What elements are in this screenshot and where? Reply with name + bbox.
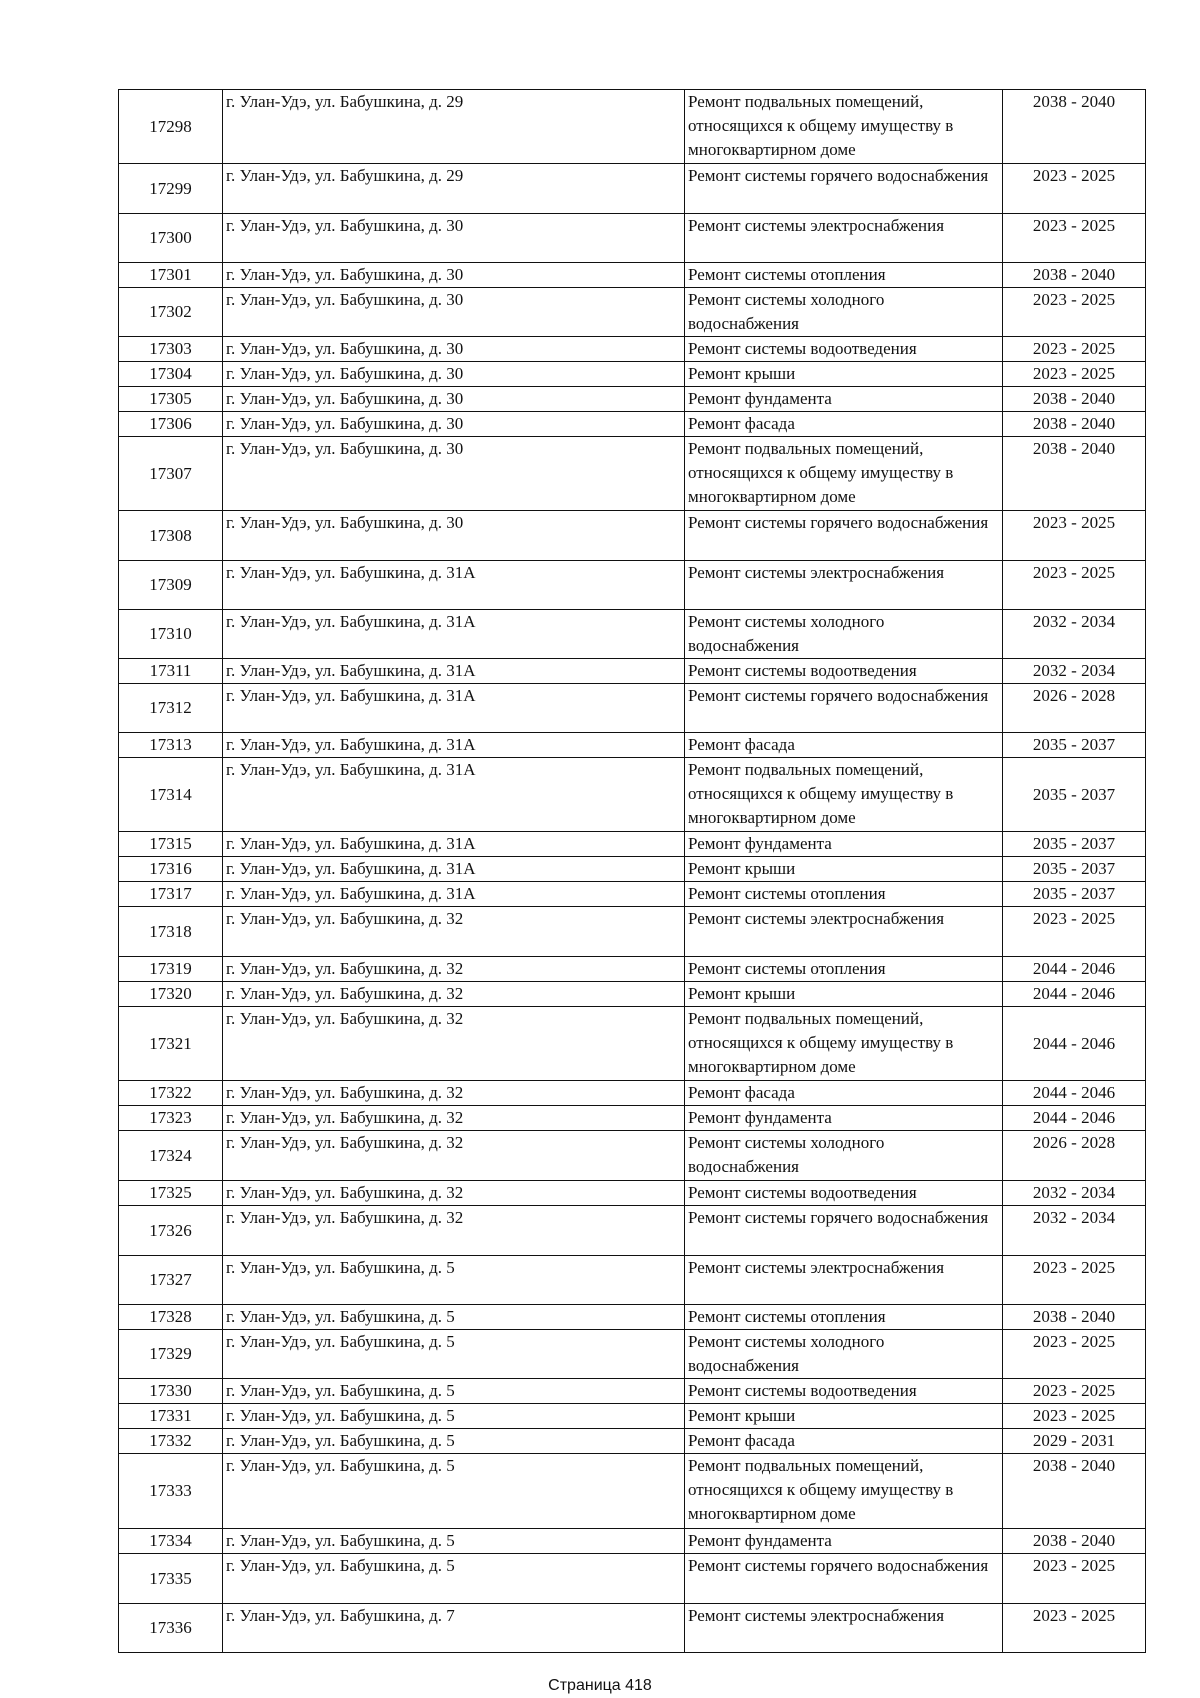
row-work-type: Ремонт фундамента — [685, 1529, 1003, 1554]
table-row — [119, 982, 1146, 1007]
row-address: г. Улан-Удэ, ул. Бабушкина, д. 30 — [223, 337, 685, 362]
table-body — [119, 90, 1146, 1653]
table-row — [119, 1454, 1146, 1529]
row-work-type: Ремонт подвальных помещений, относящихся к общему имуществу в многоквартирном доме — [685, 1454, 1003, 1529]
table-row — [119, 288, 1146, 337]
row-address: г. Улан-Удэ, ул. Бабушкина, д. 5 — [223, 1330, 685, 1379]
row-address: г. Улан-Удэ, ул. Бабушкина, д. 32 — [223, 1081, 685, 1106]
row-id: 17304 — [119, 362, 223, 387]
row-period: 2044 - 2046 — [1003, 957, 1146, 982]
row-id: 17333 — [119, 1454, 223, 1529]
table-row — [119, 90, 1146, 164]
row-id: 17302 — [119, 288, 223, 337]
row-address: г. Улан-Удэ, ул. Бабушкина, д. 31А — [223, 610, 685, 659]
row-id: 17328 — [119, 1305, 223, 1330]
table-row — [119, 1081, 1146, 1106]
row-id: 17301 — [119, 263, 223, 288]
table-row — [119, 511, 1146, 561]
row-address: г. Улан-Удэ, ул. Бабушкина, д. 5 — [223, 1429, 685, 1454]
row-address: г. Улан-Удэ, ул. Бабушкина, д. 32 — [223, 907, 685, 957]
row-address: г. Улан-Удэ, ул. Бабушкина, д. 32 — [223, 1007, 685, 1081]
row-period: 2023 - 2025 — [1003, 1379, 1146, 1404]
row-address: г. Улан-Удэ, ул. Бабушкина, д. 5 — [223, 1256, 685, 1305]
row-id: 17303 — [119, 337, 223, 362]
row-id: 17334 — [119, 1529, 223, 1554]
table-row — [119, 1379, 1146, 1404]
row-period: 2032 - 2034 — [1003, 659, 1146, 684]
table-row — [119, 1007, 1146, 1081]
row-period: 2035 - 2037 — [1003, 857, 1146, 882]
row-id: 17311 — [119, 659, 223, 684]
row-work-type: Ремонт подвальных помещений, относящихся к общему имуществу в многоквартирном доме — [685, 437, 1003, 511]
row-period: 2044 - 2046 — [1003, 982, 1146, 1007]
row-work-type: Ремонт системы водоотведения — [685, 659, 1003, 684]
table-row — [119, 1256, 1146, 1305]
row-period: 2023 - 2025 — [1003, 907, 1146, 957]
row-address: г. Улан-Удэ, ул. Бабушкина, д. 5 — [223, 1554, 685, 1604]
row-work-type: Ремонт фундамента — [685, 832, 1003, 857]
row-address: г. Улан-Удэ, ул. Бабушкина, д. 5 — [223, 1404, 685, 1429]
row-period: 2038 - 2040 — [1003, 1529, 1146, 1554]
row-period: 2035 - 2037 — [1003, 832, 1146, 857]
row-address: г. Улан-Удэ, ул. Бабушкина, д. 31А — [223, 832, 685, 857]
row-period: 2044 - 2046 — [1003, 1106, 1146, 1131]
table-row — [119, 1131, 1146, 1181]
table-row — [119, 857, 1146, 882]
row-period: 2026 - 2028 — [1003, 1131, 1146, 1181]
row-period: 2023 - 2025 — [1003, 1256, 1146, 1305]
row-period: 2038 - 2040 — [1003, 437, 1146, 511]
row-address: г. Улан-Удэ, ул. Бабушкина, д. 5 — [223, 1305, 685, 1330]
row-id: 17306 — [119, 412, 223, 437]
row-id: 17321 — [119, 1007, 223, 1081]
table-row — [119, 610, 1146, 659]
repair-schedule-table — [118, 89, 1146, 1653]
row-period: 2023 - 2025 — [1003, 362, 1146, 387]
row-address: г. Улан-Удэ, ул. Бабушкина, д. 5 — [223, 1454, 685, 1529]
row-work-type: Ремонт крыши — [685, 857, 1003, 882]
row-work-type: Ремонт системы горячего водоснабжения — [685, 164, 1003, 214]
row-period: 2038 - 2040 — [1003, 263, 1146, 288]
row-period: 2023 - 2025 — [1003, 1604, 1146, 1653]
row-address: г. Улан-Удэ, ул. Бабушкина, д. 31А — [223, 758, 685, 832]
row-period: 2044 - 2046 — [1003, 1007, 1146, 1081]
row-id: 17307 — [119, 437, 223, 511]
row-work-type: Ремонт системы отопления — [685, 882, 1003, 907]
table-row — [119, 214, 1146, 263]
row-period: 2032 - 2034 — [1003, 1181, 1146, 1206]
table-row — [119, 437, 1146, 511]
row-address: г. Улан-Удэ, ул. Бабушкина, д. 29 — [223, 164, 685, 214]
table-row — [119, 882, 1146, 907]
row-work-type: Ремонт системы электроснабжения — [685, 1256, 1003, 1305]
table-row — [119, 684, 1146, 733]
row-period: 2035 - 2037 — [1003, 758, 1146, 832]
row-address: г. Улан-Удэ, ул. Бабушкина, д. 31А — [223, 684, 685, 733]
row-period: 2023 - 2025 — [1003, 511, 1146, 561]
row-id: 17310 — [119, 610, 223, 659]
row-work-type: Ремонт системы горячего водоснабжения — [685, 1554, 1003, 1604]
row-period: 2023 - 2025 — [1003, 214, 1146, 263]
row-address: г. Улан-Удэ, ул. Бабушкина, д. 32 — [223, 1206, 685, 1256]
table-row — [119, 1604, 1146, 1653]
row-id: 17317 — [119, 882, 223, 907]
row-work-type: Ремонт фасада — [685, 733, 1003, 758]
row-id: 17329 — [119, 1330, 223, 1379]
row-work-type: Ремонт системы водоотведения — [685, 1181, 1003, 1206]
row-address: г. Улан-Удэ, ул. Бабушкина, д. 30 — [223, 263, 685, 288]
row-period: 2035 - 2037 — [1003, 882, 1146, 907]
table-row — [119, 337, 1146, 362]
row-work-type: Ремонт крыши — [685, 362, 1003, 387]
table-row — [119, 659, 1146, 684]
row-address: г. Улан-Удэ, ул. Бабушкина, д. 30 — [223, 362, 685, 387]
row-period: 2029 - 2031 — [1003, 1429, 1146, 1454]
row-work-type: Ремонт системы водоотведения — [685, 337, 1003, 362]
row-work-type: Ремонт фасада — [685, 412, 1003, 437]
row-id: 17313 — [119, 733, 223, 758]
row-id: 17298 — [119, 90, 223, 164]
row-work-type: Ремонт системы холодного водоснабжения — [685, 1330, 1003, 1379]
row-work-type: Ремонт системы холодного водоснабжения — [685, 610, 1003, 659]
row-id: 17335 — [119, 1554, 223, 1604]
table-row — [119, 733, 1146, 758]
row-work-type: Ремонт подвальных помещений, относящихся к общему имуществу в многоквартирном доме — [685, 758, 1003, 832]
table-row — [119, 907, 1146, 957]
row-address: г. Улан-Удэ, ул. Бабушкина, д. 29 — [223, 90, 685, 164]
row-period: 2038 - 2040 — [1003, 412, 1146, 437]
row-work-type: Ремонт системы отопления — [685, 263, 1003, 288]
row-work-type: Ремонт системы отопления — [685, 957, 1003, 982]
row-period: 2038 - 2040 — [1003, 1454, 1146, 1529]
row-id: 17322 — [119, 1081, 223, 1106]
table-row — [119, 957, 1146, 982]
row-work-type: Ремонт крыши — [685, 1404, 1003, 1429]
row-work-type: Ремонт системы холодного водоснабжения — [685, 288, 1003, 337]
row-id: 17324 — [119, 1131, 223, 1181]
row-work-type: Ремонт системы отопления — [685, 1305, 1003, 1330]
row-work-type: Ремонт системы электроснабжения — [685, 214, 1003, 263]
row-address: г. Улан-Удэ, ул. Бабушкина, д. 32 — [223, 1131, 685, 1181]
row-period: 2032 - 2034 — [1003, 610, 1146, 659]
table-row — [119, 758, 1146, 832]
row-work-type: Ремонт системы электроснабжения — [685, 1604, 1003, 1653]
table-row — [119, 1106, 1146, 1131]
row-id: 17332 — [119, 1429, 223, 1454]
row-id: 17326 — [119, 1206, 223, 1256]
row-work-type: Ремонт системы электроснабжения — [685, 907, 1003, 957]
row-work-type: Ремонт фасада — [685, 1081, 1003, 1106]
row-id: 17308 — [119, 511, 223, 561]
row-id: 17312 — [119, 684, 223, 733]
row-period: 2023 - 2025 — [1003, 1404, 1146, 1429]
row-period: 2035 - 2037 — [1003, 733, 1146, 758]
row-period: 2038 - 2040 — [1003, 387, 1146, 412]
row-period: 2023 - 2025 — [1003, 1554, 1146, 1604]
table-row — [119, 1404, 1146, 1429]
row-address: г. Улан-Удэ, ул. Бабушкина, д. 30 — [223, 288, 685, 337]
row-id: 17316 — [119, 857, 223, 882]
row-work-type: Ремонт фундамента — [685, 1106, 1003, 1131]
row-period: 2023 - 2025 — [1003, 288, 1146, 337]
row-address: г. Улан-Удэ, ул. Бабушкина, д. 31А — [223, 561, 685, 610]
row-work-type: Ремонт системы холодного водоснабжения — [685, 1131, 1003, 1181]
row-id: 17331 — [119, 1404, 223, 1429]
row-address: г. Улан-Удэ, ул. Бабушкина, д. 30 — [223, 214, 685, 263]
row-id: 17319 — [119, 957, 223, 982]
row-address: г. Улан-Удэ, ул. Бабушкина, д. 5 — [223, 1529, 685, 1554]
table-row — [119, 412, 1146, 437]
table-row — [119, 1330, 1146, 1379]
row-period: 2023 - 2025 — [1003, 337, 1146, 362]
row-period: 2023 - 2025 — [1003, 164, 1146, 214]
row-address: г. Улан-Удэ, ул. Бабушкина, д. 30 — [223, 412, 685, 437]
row-id: 17330 — [119, 1379, 223, 1404]
row-address: г. Улан-Удэ, ул. Бабушкина, д. 5 — [223, 1379, 685, 1404]
row-work-type: Ремонт системы горячего водоснабжения — [685, 684, 1003, 733]
row-period: 2023 - 2025 — [1003, 561, 1146, 610]
row-period: 2038 - 2040 — [1003, 1305, 1146, 1330]
row-id: 17325 — [119, 1181, 223, 1206]
table-row — [119, 561, 1146, 610]
row-id: 17315 — [119, 832, 223, 857]
row-address: г. Улан-Удэ, ул. Бабушкина, д. 30 — [223, 437, 685, 511]
row-period: 2044 - 2046 — [1003, 1081, 1146, 1106]
row-address: г. Улан-Удэ, ул. Бабушкина, д. 7 — [223, 1604, 685, 1653]
row-id: 17323 — [119, 1106, 223, 1131]
row-id: 17299 — [119, 164, 223, 214]
row-id: 17309 — [119, 561, 223, 610]
row-id: 17300 — [119, 214, 223, 263]
row-id: 17327 — [119, 1256, 223, 1305]
row-period: 2038 - 2040 — [1003, 90, 1146, 164]
table-row — [119, 387, 1146, 412]
row-period: 2032 - 2034 — [1003, 1206, 1146, 1256]
table-row — [119, 1429, 1146, 1454]
page-number: Страница 418 — [548, 1677, 652, 1694]
row-address: г. Улан-Удэ, ул. Бабушкина, д. 31А — [223, 733, 685, 758]
row-address: г. Улан-Удэ, ул. Бабушкина, д. 30 — [223, 511, 685, 561]
row-id: 17314 — [119, 758, 223, 832]
row-work-type: Ремонт системы горячего водоснабжения — [685, 1206, 1003, 1256]
table-row — [119, 1529, 1146, 1554]
row-id: 17318 — [119, 907, 223, 957]
row-address: г. Улан-Удэ, ул. Бабушкина, д. 31А — [223, 882, 685, 907]
row-period: 2026 - 2028 — [1003, 684, 1146, 733]
row-work-type: Ремонт подвальных помещений, относящихся к общему имуществу в многоквартирном доме — [685, 90, 1003, 164]
row-work-type: Ремонт системы водоотведения — [685, 1379, 1003, 1404]
table-row — [119, 1305, 1146, 1330]
table-row — [119, 1206, 1146, 1256]
row-address: г. Улан-Удэ, ул. Бабушкина, д. 31А — [223, 857, 685, 882]
row-work-type: Ремонт системы горячего водоснабжения — [685, 511, 1003, 561]
row-work-type: Ремонт фундамента — [685, 387, 1003, 412]
table-row — [119, 832, 1146, 857]
row-address: г. Улан-Удэ, ул. Бабушкина, д. 31А — [223, 659, 685, 684]
row-work-type: Ремонт системы электроснабжения — [685, 561, 1003, 610]
row-address: г. Улан-Удэ, ул. Бабушкина, д. 32 — [223, 1181, 685, 1206]
table-row — [119, 263, 1146, 288]
row-work-type: Ремонт крыши — [685, 982, 1003, 1007]
row-id: 17320 — [119, 982, 223, 1007]
row-address: г. Улан-Удэ, ул. Бабушкина, д. 32 — [223, 1106, 685, 1131]
row-id: 17305 — [119, 387, 223, 412]
row-address: г. Улан-Удэ, ул. Бабушкина, д. 32 — [223, 957, 685, 982]
row-id: 17336 — [119, 1604, 223, 1653]
table-row — [119, 1181, 1146, 1206]
row-work-type: Ремонт подвальных помещений, относящихся к общему имуществу в многоквартирном доме — [685, 1007, 1003, 1081]
table-row — [119, 164, 1146, 214]
row-address: г. Улан-Удэ, ул. Бабушкина, д. 32 — [223, 982, 685, 1007]
row-address: г. Улан-Удэ, ул. Бабушкина, д. 30 — [223, 387, 685, 412]
table-row — [119, 1554, 1146, 1604]
table-row — [119, 362, 1146, 387]
row-work-type: Ремонт фасада — [685, 1429, 1003, 1454]
row-period: 2023 - 2025 — [1003, 1330, 1146, 1379]
